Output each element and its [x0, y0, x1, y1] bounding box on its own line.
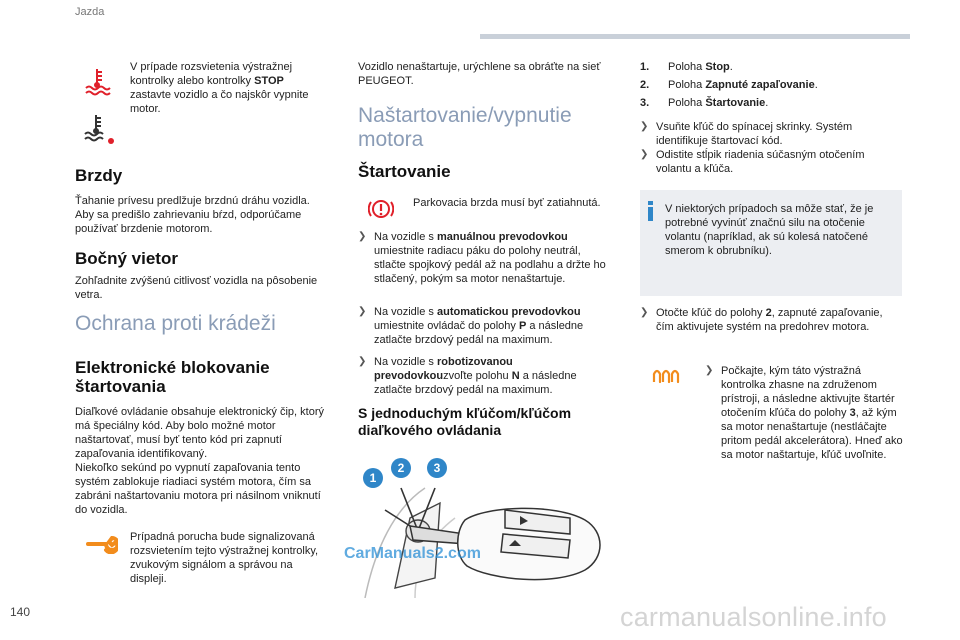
position-item: 3. Poloha Štartovanie. [640, 97, 769, 109]
brakes-title: Brzdy [75, 166, 123, 185]
bullet-icon: ❯ [358, 356, 367, 367]
turn-key-step: ❯ Otočte kľúč do polohy 2, zapnuté zapaľovanie, čím aktivujete systém na predohrev motora. [640, 307, 883, 333]
crosswind-text: Zohľadnite zvýšenú citlivosť vozidla na pôsobenie vetra. [75, 275, 318, 301]
immobiliser-title: Elektronické blokovanie štartovania [75, 358, 270, 396]
position-item: 2. Poloha Zapnuté zapaľovanie. [640, 79, 818, 91]
starting-title: Štartovanie [358, 162, 451, 181]
coolant-temperature-warning-icon [82, 66, 112, 96]
bullet-icon: ❯ [358, 306, 367, 317]
ignition-key-diagram [355, 448, 615, 598]
footer-watermark: carmanualsonline.info [620, 602, 887, 632]
position-item: 1. Poloha Stop. [640, 61, 733, 73]
glow-plug-step: ❯ Počkajte, kým táto výstražná kontrolka zhasne na združenom prístroji, a následne aktivujte štartér otočením kľúča do polohy 3, až kým sa motor nenaštartuje (nestláčajte pritom pedál akcelerátora). Hneď ako sa motor naštartuje, kľúč uvoľnite. [705, 365, 903, 461]
diagram-label-2: 2 [397, 461, 405, 475]
manual-gearbox-step: ❯ Na vozidle s manuálnou prevodovkou umiestnite radiacu páku do polohy neutrál, stlačte spojkový pedál až na podlahu a držte ho stlačený, pokým sa motor nenaštartuje. [358, 231, 606, 285]
parking-brake-text: Parkovacia brzda musí byť zatiahnutá. [413, 197, 601, 209]
warning-paragraph: V prípade rozsvietenia výstražnej kontrolky alebo kontrolky STOP zastavte vozidlo a čo najskôr vypnite motor. [130, 61, 309, 115]
glow-plug-icon [650, 368, 682, 386]
automatic-gearbox-step: ❯ Na vozidle s automatickou prevodovkou umiestnite ovládač do polohy P a následne zatlačte brzdový pedál na maximum. [358, 306, 584, 346]
key-positions-list [640, 60, 900, 110]
bullet-icon: ❯ [705, 365, 714, 376]
start-stop-title: Naštartovanie/vypnutie motora [358, 104, 572, 151]
brakes-text: Ťahanie prívesu predlžuje brzdnú dráhu vozidla. Aby sa predišlo zahrievaniu bŕzd, odporúčame používať brzdenie motorom. [75, 195, 310, 235]
immobiliser-text: Diaľkové ovládanie obsahuje elektronický čip, ktorý má špeciálny kód. Aby bolo možné motor naštartovať, musí byť tento kód pri zapnutí zapaľovania identifikovaný. Niekoľko sekúnd po vypnutí zapaľovania tento systém zablokuje riadiaci systém motora, čím sa zabráni naštartovaniu motora pri násilnom vniknutí do vozidla. [75, 406, 325, 516]
diagram-label-3: 3 [433, 461, 441, 475]
intro-text: Vozidlo nenaštartuje, urýchlene sa obráťte na sieť PEUGEOT. [358, 61, 601, 87]
bullet-icon: ❯ [640, 149, 649, 160]
robotised-gearbox-step: ❯ Na vozidle s robotizovanou prevodovkouzvoľte polohu N a následne zatlačte brzdový pedál na maximum. [358, 356, 577, 396]
diagram-label-1: 1 [369, 471, 377, 485]
key-section-title: S jednoduchým kľúčom/kľúčom diaľkového ovládania [358, 405, 572, 438]
fault-text: Prípadná porucha bude signalizovaná rozsvietením tejto výstražnej kontrolky, zvukovým signálom a správou na displeji. [130, 531, 319, 585]
bullet-icon: ❯ [640, 307, 649, 318]
wrench-service-icon [86, 534, 118, 554]
header-bar [480, 34, 910, 39]
bullet-icon: ❯ [640, 121, 649, 132]
insert-key-step: ❯ Vsuňte kľúč do spínacej skrinky. Systém identifikuje štartovací kód. [640, 121, 853, 147]
anti-theft-title: Ochrana proti krádeži [75, 312, 276, 335]
unlock-steering-step: ❯ Odistite stĺpik riadenia súčasným otočením volantu a kľúča. [640, 149, 865, 175]
running-header: Jazda [75, 6, 105, 18]
carmanuals-watermark: CarManuals2.com [344, 545, 481, 562]
info-icon [645, 200, 657, 222]
page-number: 140 [10, 605, 31, 619]
info-text: V niektorých prípadoch sa môže stať, že je potrebné vyvinúť značnú silu na otočenie volantu (napríklad, ak sú kolesá natočené smerom k obrubníku). [665, 203, 874, 257]
coolant-warning-stop-icon [82, 112, 116, 146]
crosswind-title: Bočný vietor [75, 249, 178, 268]
bullet-icon: ❯ [358, 231, 367, 242]
parking-brake-warning-icon [368, 196, 394, 222]
